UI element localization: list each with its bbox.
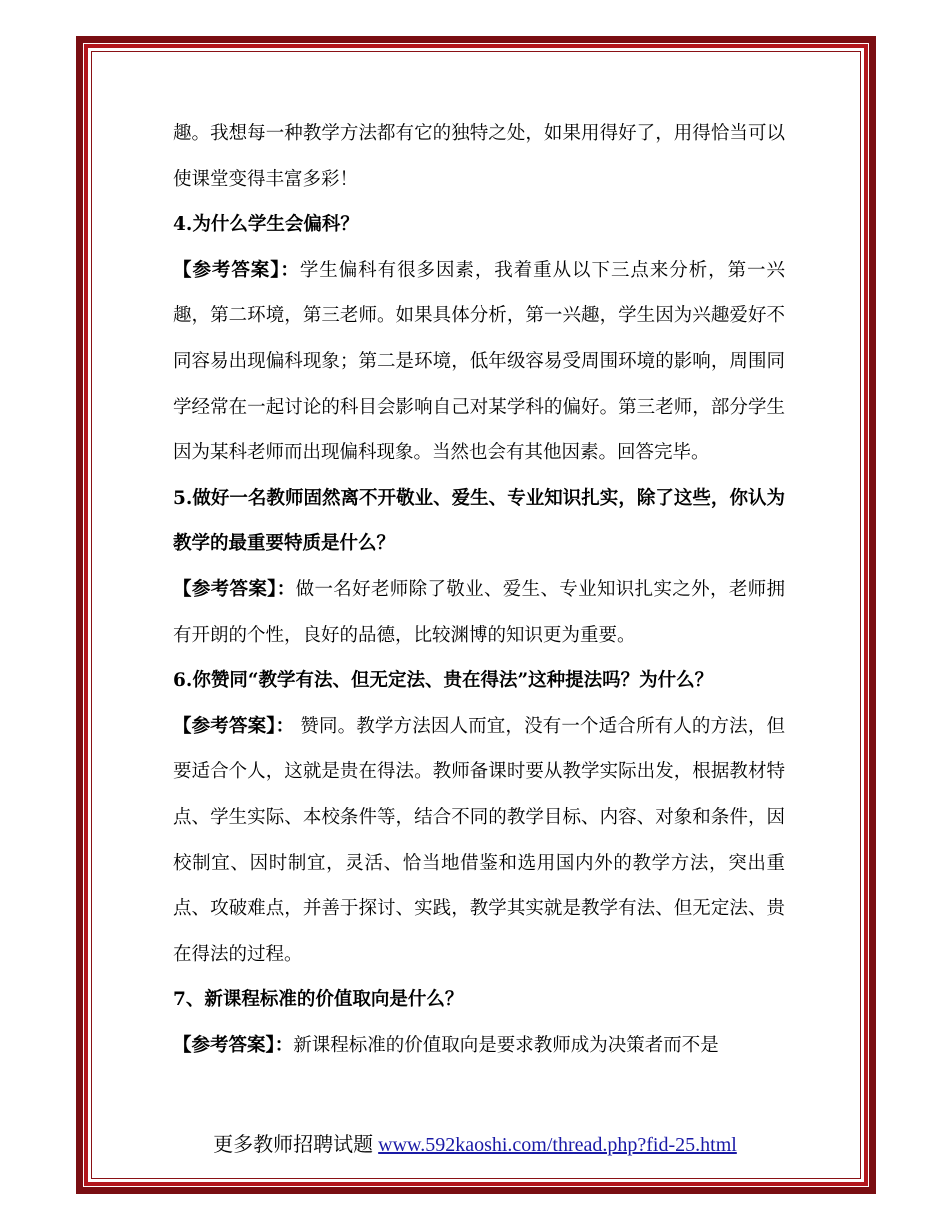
question-6: 6.你赞同“教学有法、但无定法、贵在得法”这种提法吗？为什么？ [173,670,714,692]
question-7: 7、新课程标准的价值取向是什么？ [173,989,464,1011]
answer-label: 【参考答案】： [173,578,296,600]
intro-paragraph: 趣。我想每一种教学方法都有它的独特之处，如果用得好了，用得恰当可以使课堂变得丰富多彩！ [173,123,785,190]
footer-link[interactable]: www.592kaoshi.com/thread.php?fid-25.html [378,1134,737,1156]
answer-label: 【参考答案】： [173,715,295,737]
answer-label: 【参考答案】： [173,1034,294,1056]
question-5: 5.做好一名教师固然离不开敬业、爱生、专业知识扎实，除了这些，你认为教学的最重要特质是什么？ [173,487,785,555]
footer [0,1128,950,1157]
answer-text: 新课程标准的价值取向是要求教师成为决策者而不是 [293,1034,719,1056]
answer-text: 赞同。教学方法因人而宜，没有一个适合所有人的方法，但要适合个人，这就是贵在得法。教师备课时要从教学实际出发，根据教材特点、学生实际、本校条件等，结合不同的教学目标、内容、对象和条件，因校制宜、因时制宜，灵活、恰当地借鉴和选用国内外的教学方法，突出重点、攻破难点，并善于探讨、实践，教学其实就是教学有法、但无定法、贵在得法的过程。 [173,715,785,965]
answer-4 [173,248,785,476]
question-4: 4.为什么学生会偏科？ [173,214,359,236]
answer-text: 学生偏科有很多因素，我着重从以下三点来分析，第一兴趣，第二环境，第三老师。如果具体分析，第一兴趣，学生因为兴趣爱好不同容易出现偏科现象；第二是环境，低年级容易受周围环境的影响，周围同学经常在一起讨论的科目会影响自己对某学科的偏好。第三老师，部分学生因为某科老师而出现偏科现象。当然也会有其他因素。回答完毕。 [173,259,785,464]
footer-prefix: 更多教师招聘试题 [213,1134,379,1156]
answer-5 [173,567,785,658]
answer-label: 【参考答案】： [173,259,300,281]
answer-text: 做一名好老师除了敬业、爱生、专业知识扎实之外，老师拥有开朗的个性，良好的品德，比较渊博的知识更为重要。 [173,578,785,646]
document-body [173,111,785,1068]
answer-6 [173,704,785,978]
answer-7 [173,1023,785,1069]
